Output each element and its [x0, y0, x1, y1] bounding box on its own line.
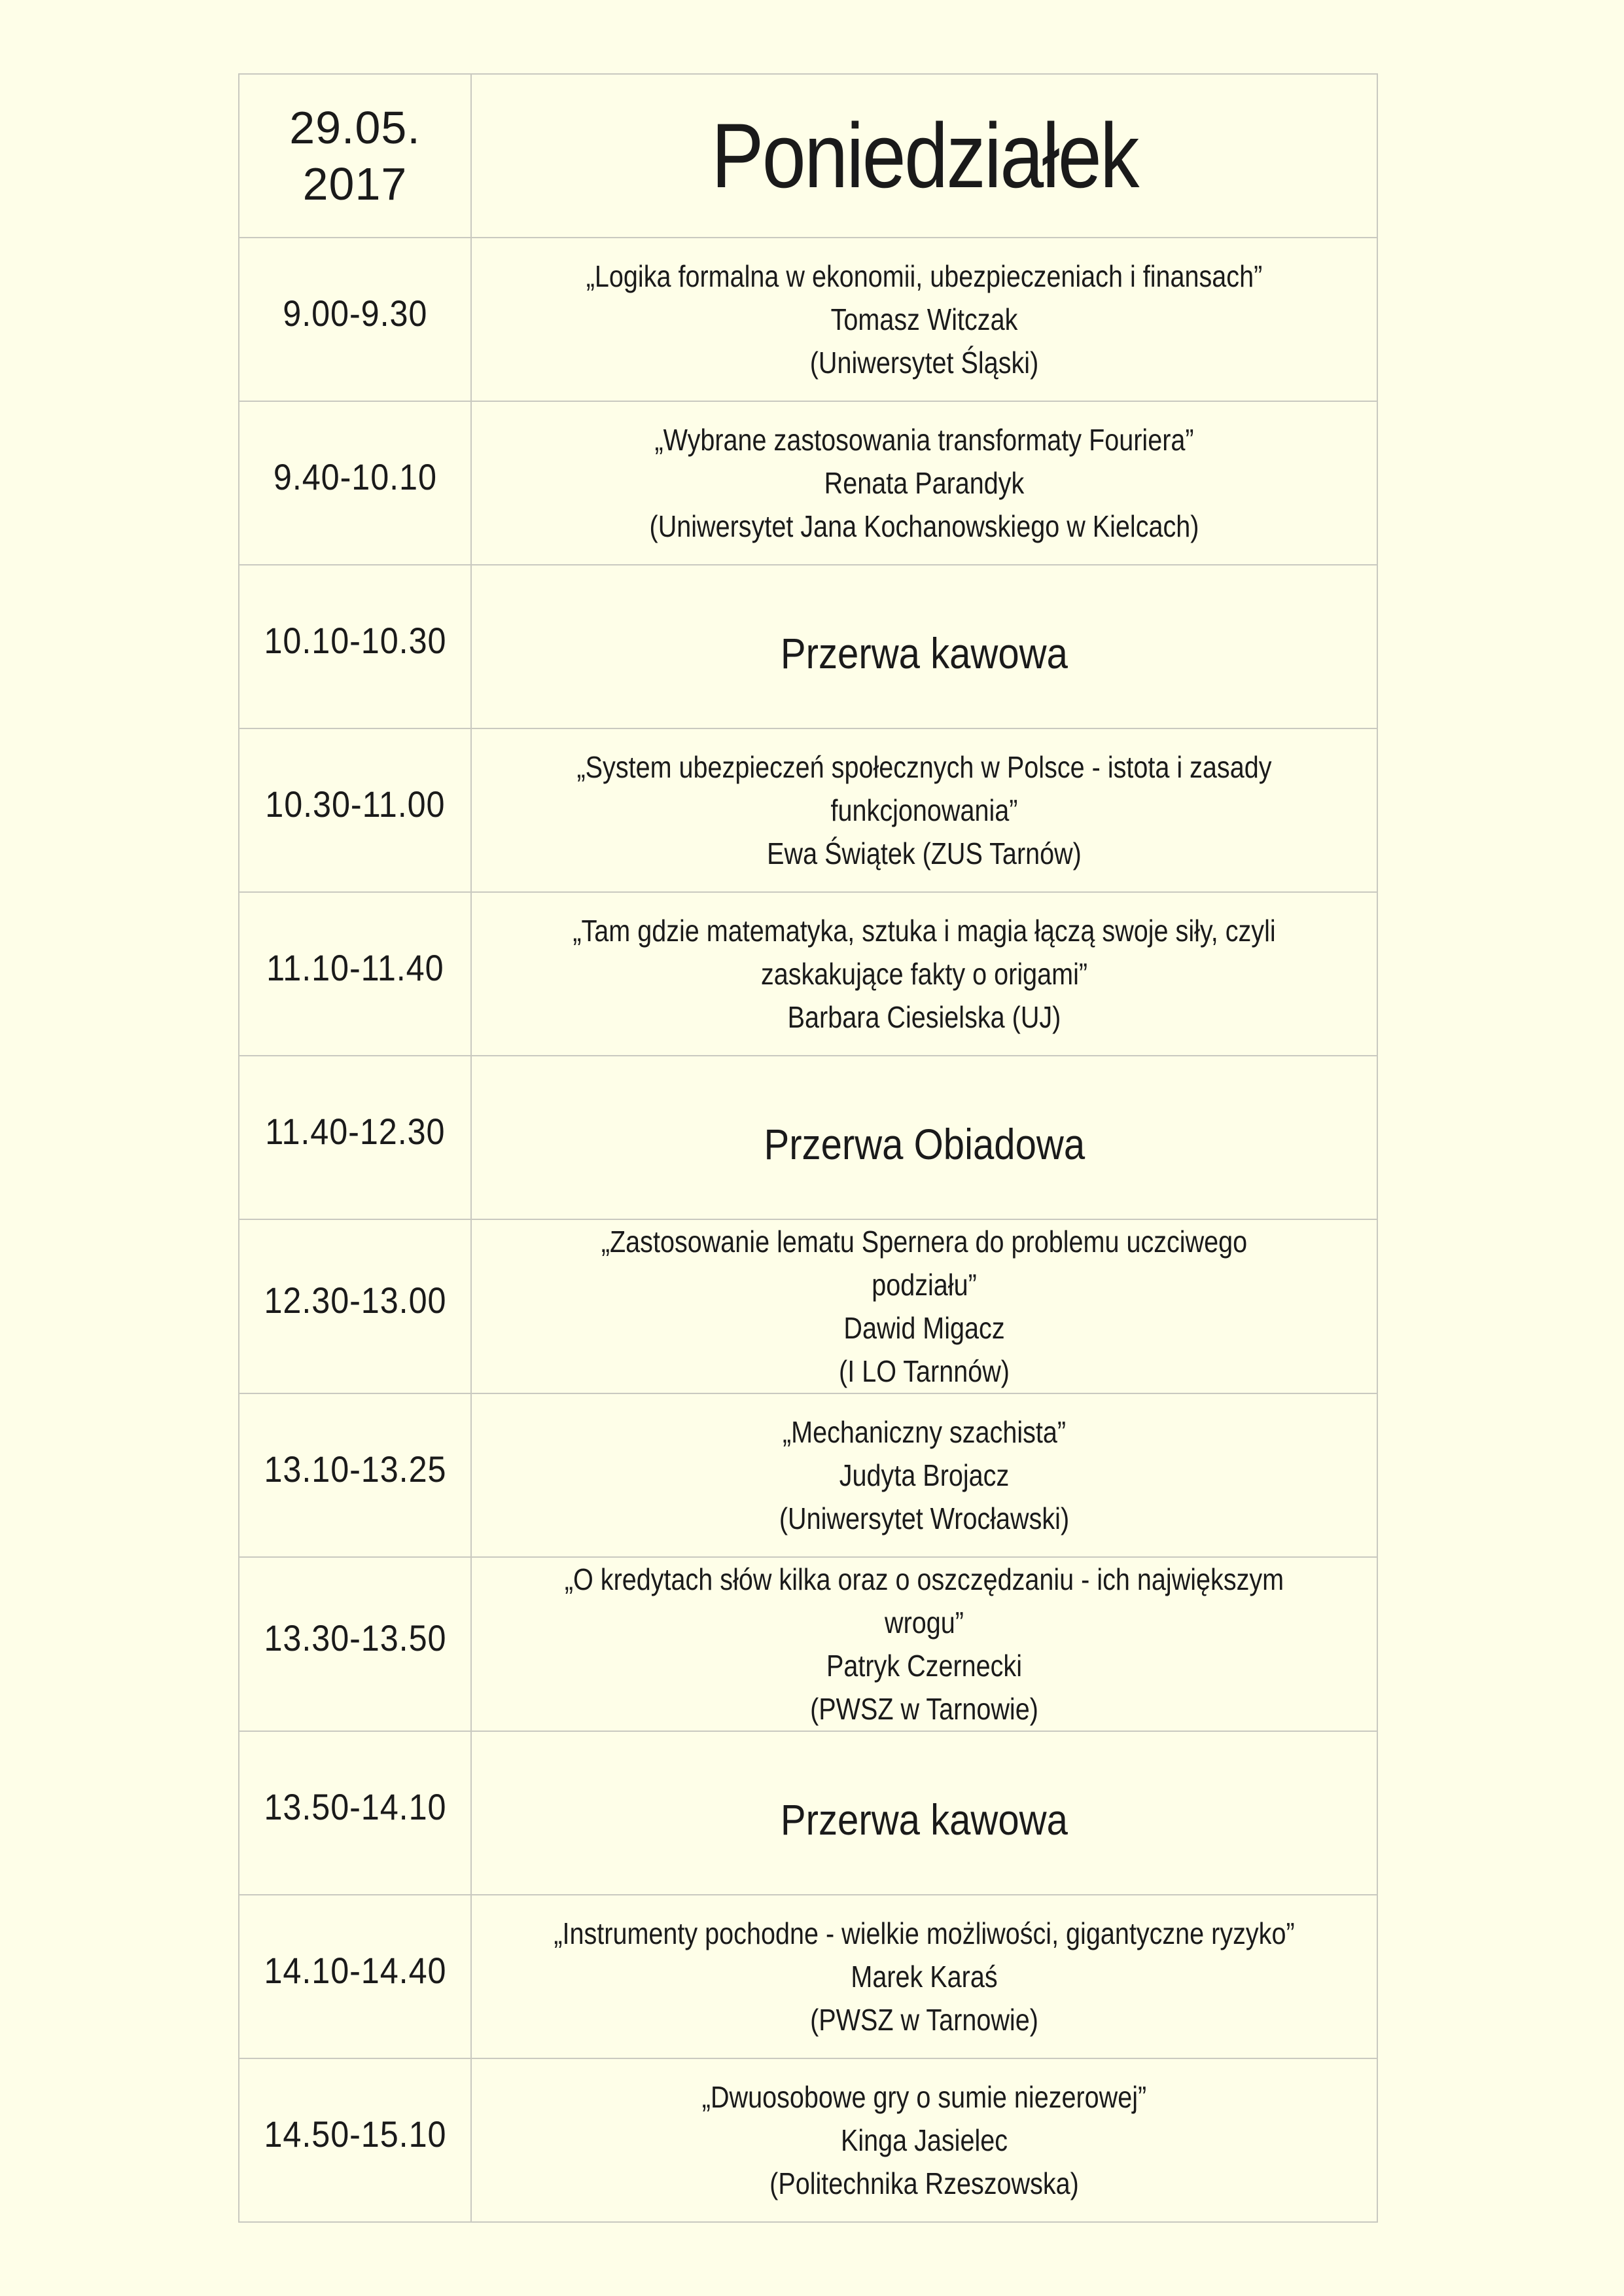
table-row — [239, 1393, 1377, 1557]
header-row — [239, 74, 1377, 238]
time-slot: 12.30-13.00 — [264, 1279, 446, 1321]
talk-cell — [471, 1895, 1377, 2058]
schedule-table — [238, 73, 1378, 2223]
talk-speaker: Judyta Brojacz — [839, 1458, 1010, 1492]
table-row — [239, 1557, 1377, 1731]
table-row — [239, 565, 1377, 728]
talk-cell — [471, 1219, 1377, 1393]
break-cell — [471, 565, 1377, 728]
time-cell — [239, 2058, 471, 2222]
time-slot: 13.30-13.50 — [264, 1617, 446, 1659]
day-cell — [471, 74, 1377, 238]
break-label: Przerwa kawowa — [781, 629, 1068, 677]
time-slot: 13.50-14.10 — [264, 1785, 446, 1827]
talk-affiliation: (Uniwersytet Śląski) — [809, 346, 1039, 380]
break-cell — [471, 1731, 1377, 1895]
time-cell — [239, 1895, 471, 2058]
time-cell — [239, 565, 471, 728]
table-row — [239, 1731, 1377, 1895]
table-row — [239, 728, 1377, 892]
table-row — [239, 2058, 1377, 2222]
talk-affiliation: (I LO Tarnnów) — [839, 1354, 1010, 1388]
talk-affiliation: (PWSZ w Tarnowie) — [810, 1692, 1038, 1726]
time-slot: 10.10-10.30 — [264, 619, 446, 661]
break-cell — [471, 1056, 1377, 1219]
talk-title: „Instrumenty pochodne - wielkie możliwości, gigantyczne ryzyko” — [554, 1916, 1295, 1950]
time-cell — [239, 1557, 471, 1731]
time-cell — [239, 1056, 471, 1219]
talk-cell — [471, 892, 1377, 1056]
talk-cell — [471, 1557, 1377, 1731]
talk-speaker: Tomasz Witczak — [830, 302, 1018, 336]
talk-cell — [471, 728, 1377, 892]
time-cell — [239, 401, 471, 565]
talk-affiliation: (PWSZ w Tarnowie) — [810, 2003, 1038, 2037]
time-slot: 11.10-11.40 — [266, 946, 444, 988]
time-slot: 10.30-11.00 — [264, 783, 446, 825]
talk-title-continued: zaskakujące fakty o origami” — [760, 957, 1088, 991]
table-row — [239, 1219, 1377, 1393]
time-slot: 13.10-13.25 — [264, 1448, 446, 1490]
talk-speaker: Patryk Czernecki — [826, 1649, 1022, 1683]
talk-title: „Dwuosobowe gry o sumie niezerowej” — [701, 2080, 1147, 2114]
talk-speaker: Marek Karaś — [851, 1960, 998, 1994]
talk-speaker: Ewa Świątek (ZUS Tarnów) — [767, 836, 1082, 870]
time-slot: 14.10-14.40 — [264, 1949, 446, 1991]
time-slot: 14.50-15.10 — [264, 2113, 446, 2155]
time-cell — [239, 1393, 471, 1557]
talk-speaker: Barbara Ciesielska (UJ) — [787, 1000, 1061, 1034]
table-row — [239, 1056, 1377, 1219]
break-label: Przerwa kawowa — [781, 1795, 1068, 1844]
talk-title: „System ubezpieczeń społecznych w Polsce - istota i zasady — [576, 750, 1272, 784]
time-slot: 9.40-10.10 — [273, 456, 437, 497]
talk-title-continued: funkcjonowania” — [830, 793, 1018, 827]
date-cell — [239, 74, 471, 238]
talk-cell — [471, 238, 1377, 401]
table-row — [239, 1895, 1377, 2058]
time-cell — [239, 1219, 471, 1393]
table-row — [239, 892, 1377, 1056]
talk-cell — [471, 401, 1377, 565]
talk-title: „Mechaniczny szachista” — [782, 1415, 1067, 1449]
talk-speaker: Dawid Migacz — [843, 1311, 1005, 1345]
talk-title: „O kredytach słów kilka oraz o oszczędzaniu - ich największym wrogu” — [564, 1562, 1284, 1640]
talk-speaker: Renata Parandyk — [824, 466, 1025, 500]
table-row — [239, 238, 1377, 401]
time-cell — [239, 238, 471, 401]
time-slot: 11.40-12.30 — [264, 1110, 446, 1152]
table-row — [239, 401, 1377, 565]
time-cell — [239, 892, 471, 1056]
talk-affiliation: (Uniwersytet Jana Kochanowskiego w Kielcach) — [649, 509, 1199, 543]
talk-title: „Logika formalna w ekonomii, ubezpieczeniach i finansach” — [586, 259, 1263, 293]
date-line-2: 2017 — [302, 158, 408, 209]
day-title: Poniedziałek — [711, 104, 1138, 207]
talk-affiliation: (Uniwersytet Wrocławski) — [779, 1501, 1070, 1535]
time-cell — [239, 1731, 471, 1895]
break-label: Przerwa Obiadowa — [764, 1120, 1085, 1168]
talk-title: „Zastosowanie lematu Spernera do problemu uczciwego podziału” — [601, 1225, 1248, 1302]
talk-speaker: Kinga Jasielec — [840, 2123, 1008, 2157]
talk-title: „Tam gdzie matematyka, sztuka i magia łączą swoje siły, czyli — [573, 914, 1276, 948]
time-cell — [239, 728, 471, 892]
talk-cell — [471, 1393, 1377, 1557]
date-line-1: 29.05. — [289, 102, 421, 153]
talk-title: „Wybrane zastosowania transformaty Fouriera” — [654, 423, 1194, 457]
talk-affiliation: (Politechnika Rzeszowska) — [769, 2166, 1079, 2200]
talk-cell — [471, 2058, 1377, 2222]
time-slot: 9.00-9.30 — [282, 292, 428, 334]
